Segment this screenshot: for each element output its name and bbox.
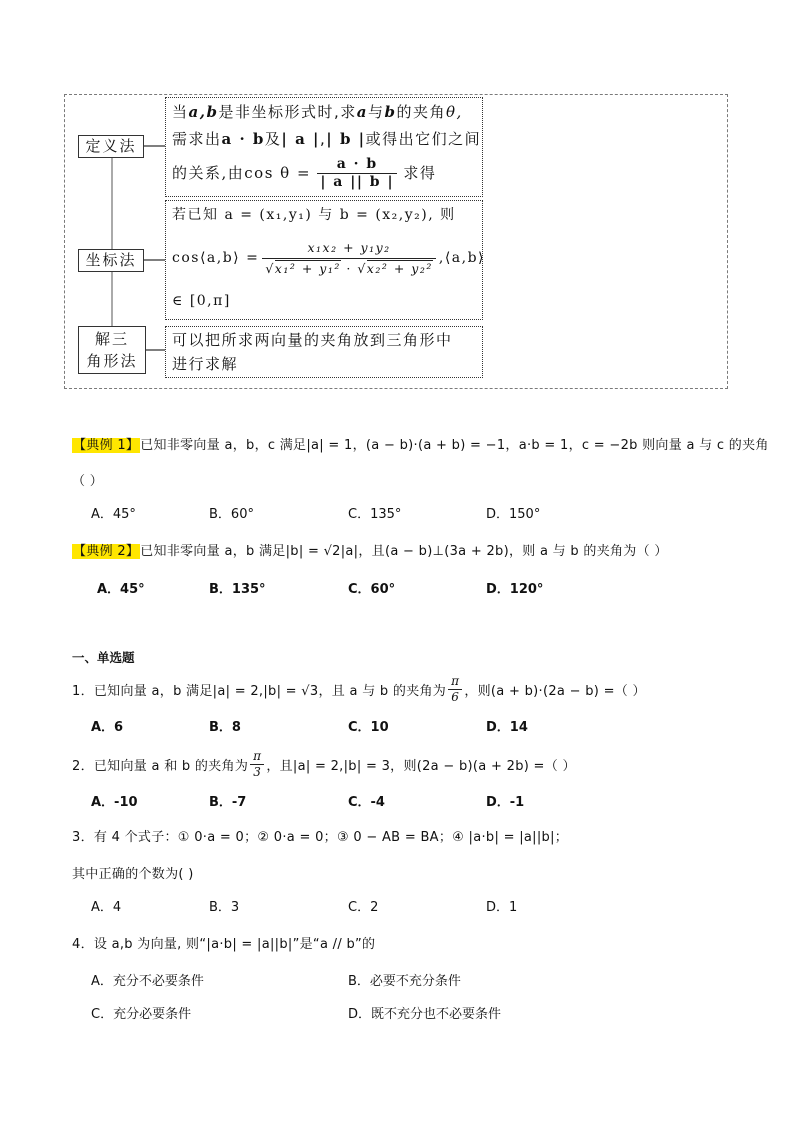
coord-sqrt-1: x₁² + y₁² (274, 260, 341, 276)
coord-line-2 (172, 227, 486, 289)
def-text: 当 (172, 103, 189, 121)
question-3-option-b: B．3 (209, 900, 240, 915)
example-1-text: 已知非零向量 a，b，c 满足|a| = 1，(a − b)·(a + b) = −1，a·b = 1，c = −2b 则向量 a 与 c 的夹角 (140, 438, 769, 453)
question-4-stem: 4．设 a,b 为向量, 则“|a·b| = |a||b|”是“a // b”的 (72, 937, 376, 952)
question-2-frac-den: 3 (253, 765, 262, 779)
question-2-option-b: B．-7 (209, 795, 247, 810)
coord-dot: · (346, 260, 352, 276)
def-norm-b: | b | (326, 130, 366, 148)
question-1 (72, 674, 646, 705)
question-4-option-d: D．既不充分也不必要条件 (348, 1007, 502, 1022)
def-text: 求得 (403, 164, 437, 182)
question-2-stem: 2．已知向量 a 和 b 的夹角为 (72, 759, 249, 774)
example-2-text: 已知非零向量 a，b 满足|b| = √2|a|，且(a − b)⊥(3a + 2b)，则 a 与 b 的夹角为（ ） (140, 544, 668, 559)
question-2-frac-num: π (250, 749, 264, 765)
method-definition (78, 135, 144, 158)
question-3-option-c: C．2 (348, 900, 379, 915)
coord-cos: cos⟨a,b⟩ = (172, 250, 260, 266)
method-coordinate (78, 249, 144, 272)
example-1 (72, 434, 769, 453)
question-4-option-a: A．充分不必要条件 (91, 974, 204, 989)
coord-range: ∈ [0,π] (172, 293, 231, 309)
def-line-1 (172, 100, 476, 127)
method-definition-label: 定义法 (85, 137, 137, 155)
question-3-stem-2: 其中正确的个数为( ) (72, 867, 194, 882)
question-2 (72, 749, 576, 780)
question-1-option-c: C．10 (348, 720, 389, 735)
question-2-option-c: C．-4 (348, 795, 385, 810)
method-coordinate-label: 坐标法 (85, 251, 137, 269)
question-1-option-a: A．6 (91, 720, 124, 735)
coord-fraction (262, 238, 436, 279)
def-fraction (317, 156, 397, 191)
coord-line-1: 若已知 a = (x₁,y₁) 与 b = (x₂,y₂), 则 (172, 207, 456, 223)
def-text: 是非坐标形式时,求 (218, 103, 357, 121)
def-fraction-num: a · b (317, 156, 397, 174)
question-2-option-a: A．-10 (91, 795, 138, 810)
section-title: 一、单选题 (72, 650, 135, 665)
def-theta: θ, (446, 103, 463, 121)
method-triangle (78, 326, 146, 374)
def-norm-a: | a | (281, 130, 320, 148)
example-2 (72, 540, 668, 559)
question-2-fraction (250, 749, 264, 780)
question-1-fraction (448, 674, 462, 705)
example-2-tag: 【典例 2】 (73, 544, 140, 559)
def-text: 与 (367, 103, 385, 121)
def-text: 及 (264, 130, 282, 148)
tri-line-1: 可以把所求两向量的夹角放到三角形中 (172, 331, 453, 349)
def-text: 的夹角 (396, 103, 446, 121)
def-text: 或得出它们之间 (365, 130, 482, 148)
def-line-3 (172, 156, 476, 191)
def-var-a: a (356, 103, 368, 121)
question-1-stem: 1．已知向量 a，b 满足|a| = 2,|b| = √3，且 a 与 b 的夹角为 (72, 684, 447, 699)
question-3-option-d: D．1 (486, 900, 518, 915)
question-4-option-b: B．必要不充分条件 (348, 974, 461, 989)
def-vars: a,b (188, 103, 219, 121)
triangle-box (165, 326, 483, 378)
example-1-option-b: B．60° (209, 507, 254, 522)
question-1-stem-tail: ，则(a + b)·(2a − b) =（ ） (464, 684, 646, 699)
example-2-option-c: C．60° (348, 582, 396, 597)
method-triangle-label-2: 角形法 (86, 352, 138, 370)
def-var-b: b (384, 103, 397, 121)
example-1-option-a: A．45° (91, 507, 136, 522)
coord-angle: ,⟨a,b⟩ (438, 250, 486, 266)
def-fraction-den: | a || b | (320, 174, 395, 190)
example-1-paren: （ ） (72, 474, 104, 489)
question-3-option-a: A．4 (91, 900, 122, 915)
def-text: , (319, 130, 327, 148)
def-dot-product: a · b (221, 130, 265, 148)
question-2-stem-tail: ，且|a| = 2,|b| = 3，则(2a − b)(a + 2b) =（ ） (266, 759, 576, 774)
question-1-frac-num: π (448, 674, 462, 690)
method-triangle-label-1: 解三 (94, 330, 129, 348)
coordinate-box (165, 200, 486, 320)
def-line-2 (172, 127, 482, 154)
coord-sqrt-2: x₂² + y₂² (366, 260, 433, 276)
example-1-option-d: D．150° (486, 507, 541, 522)
question-4-option-c: C．充分必要条件 (91, 1007, 192, 1022)
example-1-tag: 【典例 1】 (73, 438, 140, 453)
example-2-option-d: D．120° (486, 582, 544, 597)
coord-fraction-num: x₁x₂ + y₁y₂ (262, 238, 436, 259)
question-2-option-d: D．-1 (486, 795, 525, 810)
question-1-frac-den: 6 (451, 690, 460, 704)
def-text: 需求出 (172, 130, 222, 148)
question-1-option-b: B．8 (209, 720, 241, 735)
example-1-option-c: C．135° (348, 507, 402, 522)
question-1-option-d: D．14 (486, 720, 528, 735)
example-2-option-a: A．45° (97, 582, 145, 597)
def-text: 的关系,由cos θ = (172, 164, 312, 182)
tri-line-2: 进行求解 (172, 355, 239, 373)
definition-box (165, 97, 483, 197)
example-2-option-b: B．135° (209, 582, 266, 597)
coord-fraction-den: √x₁² + y₁² · √x₂² + y₂² (265, 260, 433, 276)
question-3-stem: 3．有 4 个式子：① 0·a = 0；② 0·a = 0；③ 0 − AB = BA；④ |a·b| = |a||b|； (72, 830, 569, 845)
